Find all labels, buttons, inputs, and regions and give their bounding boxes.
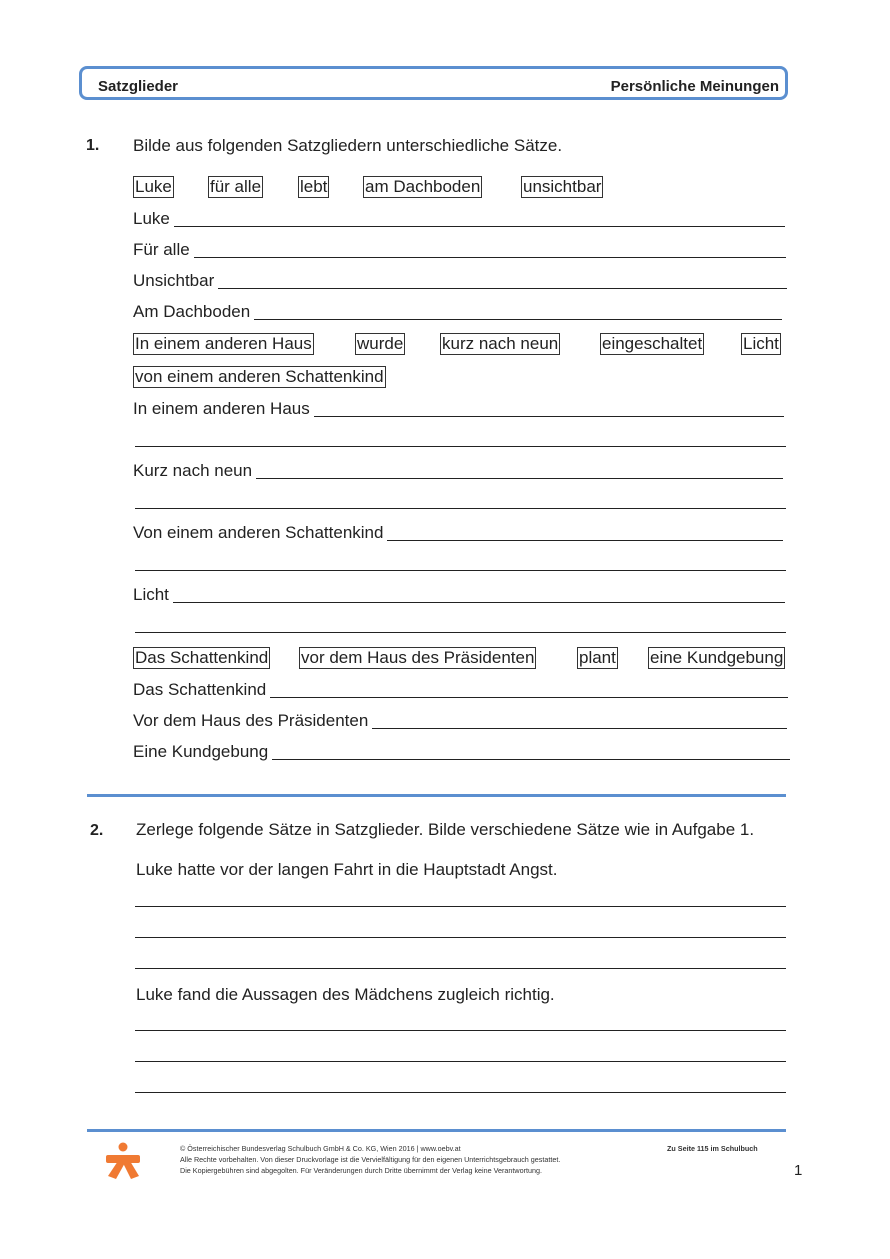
phrase-box: unsichtbar xyxy=(523,177,602,196)
answer-line[interactable] xyxy=(135,446,786,447)
answer-row[interactable] xyxy=(133,207,785,229)
phrase-box: In einem anderen Haus xyxy=(135,334,312,353)
answer-row[interactable] xyxy=(133,521,783,543)
answer-row[interactable] xyxy=(133,238,786,260)
phrase-box: für alle xyxy=(210,177,262,196)
phrase-box: Licht xyxy=(743,334,779,353)
phrase-box: am Dachboden xyxy=(365,177,481,196)
row-start-word: Für alle xyxy=(133,240,190,259)
answer-line[interactable] xyxy=(135,570,786,571)
footer-rights: Alle Rechte vorbehalten. Von dieser Druckvorlage ist die Vervielfältigung für den eigenen Unterrichtsgebrauch gestattet. xyxy=(180,1155,561,1164)
row-start-word: Eine Kundgebung xyxy=(133,742,269,761)
task1-instruction: Bilde aus folgenden Satzgliedern unterschiedliche Sätze. xyxy=(133,136,563,155)
answer-line[interactable] xyxy=(194,257,786,258)
phrase-box: eingeschaltet xyxy=(602,334,703,353)
task2-number: 2. xyxy=(90,822,104,839)
page-number: 1 xyxy=(794,1162,803,1179)
header-topic: Satzglieder xyxy=(98,78,179,95)
header-box xyxy=(79,66,788,100)
answer-line[interactable] xyxy=(135,937,786,938)
phrase-box: lebt xyxy=(300,177,328,196)
header-subtopic: Persönliche Meinungen xyxy=(610,78,779,95)
phrase-box: wurde xyxy=(357,334,404,353)
answer-line[interactable] xyxy=(372,728,787,729)
row-start-word: Von einem anderen Schattenkind xyxy=(133,523,384,542)
row-start-word: Unsichtbar xyxy=(133,271,215,290)
phrase-box: Luke xyxy=(135,177,172,196)
phrase-box: eine Kundgebung xyxy=(650,648,784,667)
answer-line[interactable] xyxy=(387,540,783,541)
answer-line[interactable] xyxy=(135,508,786,509)
row-start-word: Licht xyxy=(133,585,169,604)
answer-line[interactable] xyxy=(135,906,786,907)
task2-instruction: Zerlege folgende Sätze in Satzglieder. Bilde verschiedene Sätze wie in Aufgabe 1. xyxy=(136,820,755,839)
phrase-box: vor dem Haus des Präsidenten xyxy=(301,648,535,667)
answer-line[interactable] xyxy=(135,1092,786,1093)
footer-reference: Zu Seite 115 im Schulbuch xyxy=(667,1144,758,1153)
footer-copyright: © Österreichischer Bundesverlag Schulbuch GmbH & Co. KG, Wien 2016 | www.oebv.at xyxy=(180,1144,461,1153)
answer-row[interactable] xyxy=(133,459,783,481)
answer-line[interactable] xyxy=(254,319,782,320)
phrase-box: kurz nach neun xyxy=(442,334,559,353)
answer-line[interactable] xyxy=(135,1061,786,1062)
answer-row[interactable] xyxy=(133,709,787,731)
row-start-word: Am Dachboden xyxy=(133,302,251,321)
row-start-word: Das Schattenkind xyxy=(133,680,267,699)
answer-row[interactable] xyxy=(133,300,782,322)
phrase-box: plant xyxy=(579,648,616,667)
answer-line[interactable] xyxy=(272,759,790,760)
answer-row[interactable] xyxy=(133,269,787,291)
row-start-word: In einem anderen Haus xyxy=(133,399,310,418)
answer-line[interactable] xyxy=(135,1030,786,1031)
answer-row[interactable] xyxy=(133,583,785,605)
answer-line[interactable] xyxy=(135,968,786,969)
answer-row[interactable] xyxy=(133,678,788,700)
phrase-box: von einem anderen Schattenkind xyxy=(135,367,384,386)
answer-line[interactable] xyxy=(218,288,787,289)
answer-line[interactable] xyxy=(135,632,786,633)
answer-line[interactable] xyxy=(174,226,785,227)
answer-row[interactable] xyxy=(133,397,784,419)
task1-number: 1. xyxy=(86,137,100,154)
publisher-logo-icon xyxy=(104,1142,142,1180)
footer-divider xyxy=(87,1129,786,1132)
answer-line[interactable] xyxy=(256,478,783,479)
phrase-box: Das Schattenkind xyxy=(135,648,269,667)
row-start-word: Vor dem Haus des Präsidenten xyxy=(133,711,369,730)
footer-fees: Die Kopiergebühren sind abgegolten. Für Veränderungen durch Dritte übernimmt der Verlag keine Verantwortung. xyxy=(180,1166,542,1175)
task2-sentence: Luke fand die Aussagen des Mädchens zugleich richtig. xyxy=(136,985,555,1004)
answer-line[interactable] xyxy=(314,416,784,417)
section-divider xyxy=(87,794,786,797)
answer-line[interactable] xyxy=(173,602,785,603)
task2-sentence: Luke hatte vor der langen Fahrt in die Hauptstadt Angst. xyxy=(136,860,558,879)
row-start-word: Kurz nach neun xyxy=(133,461,253,480)
answer-row[interactable] xyxy=(133,740,790,762)
answer-line[interactable] xyxy=(270,697,788,698)
row-start-word: Luke xyxy=(133,209,170,228)
